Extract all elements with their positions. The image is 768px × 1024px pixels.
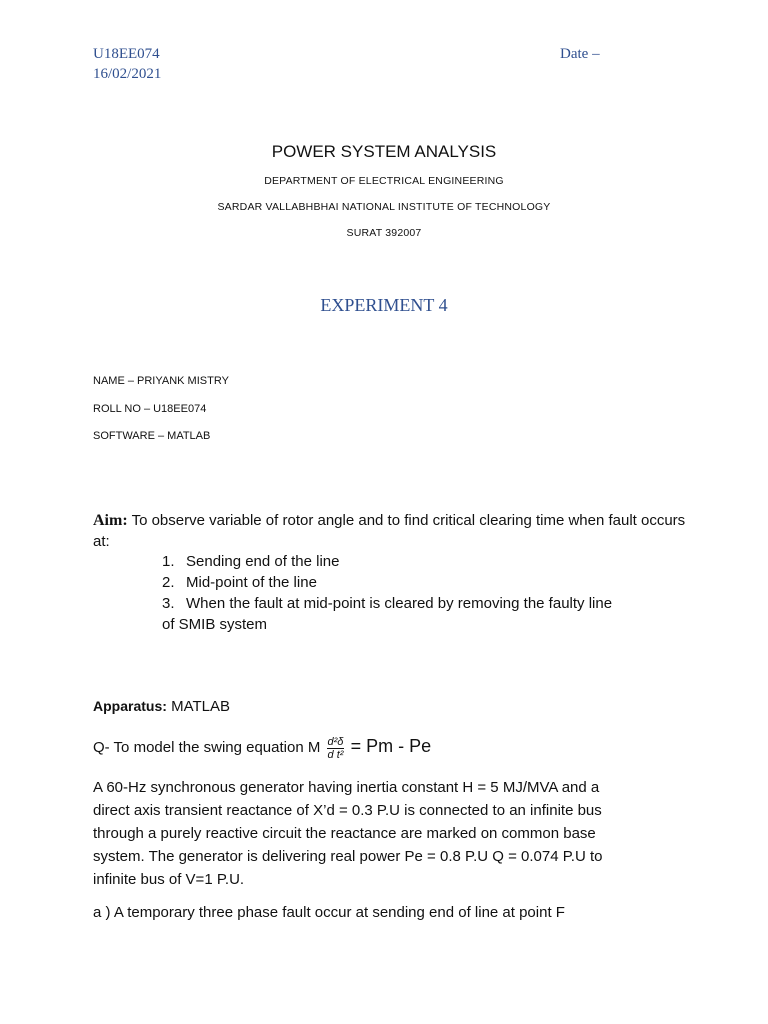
header-date-label: Date – — [560, 46, 600, 62]
apparatus-line — [93, 696, 230, 717]
aim-list — [162, 551, 702, 614]
department-name: DEPARTMENT OF ELECTRICAL ENGINEERING — [264, 175, 504, 187]
list-item — [162, 572, 702, 593]
list-item-text: Sending end of the line — [186, 553, 340, 570]
apparatus-value: MATLAB — [171, 698, 230, 715]
question-prefix: Q- To model the swing equation M — [93, 739, 321, 756]
header-roll-number: U18EE074 — [93, 46, 160, 62]
header-date-value: 16/02/2021 — [93, 66, 162, 82]
aim-label: Aim: — [93, 512, 128, 529]
problem-statement — [93, 776, 713, 891]
fraction-denominator: d t² — [327, 748, 344, 761]
fraction-numerator: d²δ — [327, 735, 344, 748]
swing-equation-question — [93, 726, 431, 768]
student-name: NAME – PRIYANK MISTRY — [93, 375, 229, 387]
problem-line: direct axis transient reactance of X’d = 0.3 P.U is connected to an infinite bus — [93, 802, 602, 819]
equation-rhs: = Pm - Pe — [350, 736, 432, 756]
list-item-text: Mid-point of the line — [186, 574, 317, 591]
apparatus-label: Apparatus: — [93, 698, 167, 714]
student-roll: ROLL NO – U18EE074 — [93, 403, 207, 415]
swing-equation-fraction — [327, 736, 345, 761]
problem-line: system. The generator is delivering real power Pe = 0.8 P.U Q = 0.074 P.U to — [93, 848, 603, 865]
problem-line: through a purely reactive circuit the reactance are marked on common base — [93, 825, 596, 842]
student-software: SOFTWARE – MATLAB — [93, 430, 211, 442]
list-item-text: When the fault at mid-point is cleared by removing the faulty line — [186, 595, 613, 612]
problem-line: infinite bus of V=1 P.U. — [93, 871, 245, 888]
part-a: a ) A temporary three phase fault occur at sending end of line at point F — [93, 904, 565, 921]
institute-city: SURAT 392007 — [346, 227, 422, 239]
aim-continuation: of SMIB system — [162, 616, 268, 633]
list-item-number: 3. — [162, 595, 175, 612]
list-item — [162, 551, 702, 572]
list-item-number: 1. — [162, 553, 175, 570]
list-item — [162, 593, 702, 614]
aim-section — [93, 510, 693, 552]
experiment-title: EXPERIMENT 4 — [320, 295, 448, 315]
institute-name: SARDAR VALLABHBHAI NATIONAL INSTITUTE OF TECHNOLOGY — [217, 201, 551, 213]
course-title: POWER SYSTEM ANALYSIS — [271, 142, 497, 161]
problem-line: A 60-Hz synchronous generator having inertia constant H = 5 MJ/MVA and a — [93, 779, 600, 796]
list-item-number: 2. — [162, 574, 175, 591]
aim-text: To observe variable of rotor angle and to find critical clearing time when fault occurs at: — [93, 512, 686, 550]
